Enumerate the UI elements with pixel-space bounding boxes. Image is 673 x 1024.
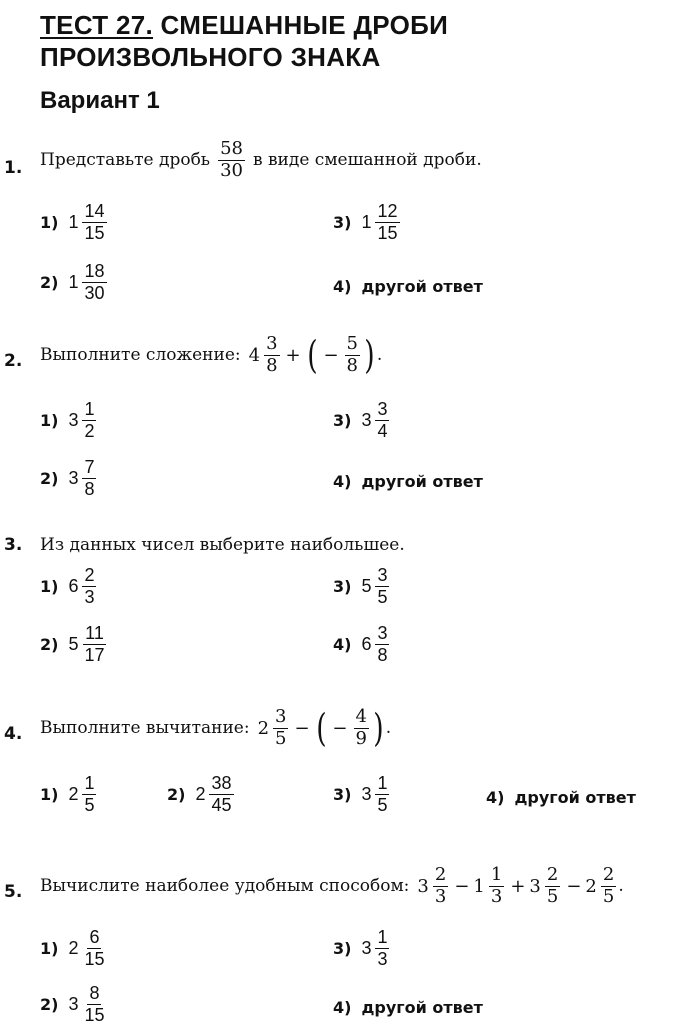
- fraction-numerator: 5: [346, 333, 358, 354]
- question-text-before: Выполните вычитание:: [40, 718, 250, 739]
- mixed-number: [68, 400, 98, 441]
- fraction-denominator: 3: [84, 586, 95, 607]
- mixed-whole: 3: [361, 937, 372, 958]
- question-text: [40, 708, 391, 749]
- mixed-fraction: [489, 866, 504, 907]
- option-label: 1): [40, 410, 59, 430]
- question-text: [40, 140, 482, 181]
- option-label: 2): [167, 784, 186, 804]
- fraction-numerator: 18: [84, 261, 105, 281]
- answer-option[interactable]: [333, 202, 402, 243]
- question-text-before: Вычислите наиболее удобным способом:: [40, 876, 410, 897]
- expression-end: .: [618, 876, 624, 897]
- mixed-fraction: [375, 566, 389, 607]
- fraction-numerator: 3: [377, 623, 388, 643]
- option-text: другой ответ: [361, 472, 483, 491]
- test-title-line1: [40, 10, 448, 41]
- mixed-number: [68, 202, 108, 243]
- question-text: [40, 535, 405, 555]
- mixed-whole: 5: [68, 633, 79, 654]
- option-label: 1): [40, 784, 59, 804]
- answer-option[interactable]: [333, 998, 483, 1017]
- answer-option[interactable]: [40, 624, 109, 665]
- fraction-numerator: 7: [84, 457, 95, 477]
- mixed-whole: 4: [248, 344, 261, 366]
- mixed-fraction: [601, 866, 616, 907]
- question-text-before: Из данных чисел выберите наибольшее.: [40, 535, 405, 555]
- mixed-whole: 2: [68, 937, 79, 958]
- expression-end: .: [385, 718, 392, 739]
- mixed-whole: 1: [473, 875, 485, 897]
- mixed-fraction: [545, 866, 560, 907]
- fraction-denominator: 3: [434, 885, 447, 907]
- fraction-denominator: 8: [84, 478, 95, 499]
- fraction-numerator: 12: [377, 201, 398, 221]
- mixed-fraction: [375, 928, 389, 969]
- answer-option[interactable]: [333, 472, 483, 491]
- left-paren: (: [315, 706, 327, 751]
- answer-option[interactable]: [40, 400, 98, 441]
- fraction-denominator: 4: [377, 420, 388, 441]
- mixed-number: [68, 458, 98, 499]
- option-label: 4): [486, 788, 505, 807]
- fraction-numerator: 14: [84, 201, 105, 221]
- operator: −: [294, 717, 310, 739]
- mixed-number: [68, 984, 108, 1024]
- mixed-whole: 3: [68, 467, 79, 488]
- fraction-denominator: 5: [377, 794, 388, 815]
- answer-option[interactable]: [40, 928, 109, 969]
- answer-option[interactable]: [167, 774, 236, 815]
- fraction-numerator: 11: [85, 623, 104, 643]
- fraction-denominator: 15: [84, 1004, 105, 1024]
- fraction-numerator: 2: [84, 565, 95, 585]
- mixed-whole: 3: [68, 409, 79, 430]
- option-label: 4): [333, 472, 352, 491]
- mixed-whole: 2: [68, 783, 79, 804]
- operator: +: [510, 875, 526, 897]
- fraction-denominator: 15: [377, 222, 398, 243]
- question-text-before: Выполните сложение:: [40, 345, 241, 366]
- mixed-fraction: [82, 566, 96, 607]
- fraction-denominator: 8: [377, 644, 388, 665]
- mixed-whole: 1: [68, 271, 79, 292]
- mixed-fraction: [82, 774, 96, 815]
- question-text: [40, 866, 624, 907]
- fraction-numerator: 3: [377, 399, 388, 419]
- fraction-denominator: 8: [266, 354, 278, 376]
- answer-option[interactable]: [40, 984, 109, 1024]
- fraction-denominator: 30: [220, 159, 243, 181]
- fraction-numerator: 58: [220, 138, 243, 159]
- mixed-fraction: [209, 774, 233, 815]
- mixed-fraction: [375, 400, 389, 441]
- option-label: 4): [333, 277, 352, 296]
- mixed-whole: 1: [68, 211, 79, 232]
- expression-fraction: [345, 335, 360, 376]
- fraction-numerator: 1: [84, 399, 95, 419]
- right-paren: ): [364, 333, 375, 378]
- expression-fraction: [354, 708, 369, 749]
- answer-option[interactable]: [333, 277, 483, 296]
- fraction-numerator: 2: [546, 864, 559, 885]
- question-number: 5.: [4, 882, 23, 902]
- option-text: другой ответ: [361, 998, 483, 1017]
- option-label: 1): [40, 576, 59, 596]
- answer-option[interactable]: [40, 774, 98, 815]
- test-title-rest: СМЕШАННЫЕ ДРОБИ: [153, 10, 449, 40]
- answer-option[interactable]: [333, 624, 391, 665]
- option-label: 2): [40, 468, 59, 488]
- fraction-numerator: 3: [275, 706, 287, 727]
- mixed-fraction: [375, 624, 389, 665]
- option-text: другой ответ: [514, 788, 636, 807]
- fraction-numerator: 3: [377, 565, 388, 585]
- mixed-number: [68, 928, 108, 969]
- mixed-number: [361, 400, 391, 441]
- mixed-whole: 1: [361, 211, 372, 232]
- mixed-fraction: [82, 928, 106, 969]
- fraction-numerator: 8: [89, 983, 100, 1003]
- question-text-before: Представьте дробь: [40, 150, 211, 171]
- mixed-whole: 5: [361, 575, 372, 596]
- test-title-line2: ПРОИЗВОЛЬНОГО ЗНАКА: [40, 42, 381, 72]
- fraction-denominator: 5: [602, 885, 615, 907]
- expression-end: .: [376, 345, 383, 366]
- option-label: 3): [333, 938, 352, 958]
- mixed-whole: 3: [361, 783, 372, 804]
- fraction-denominator: 8: [346, 354, 358, 376]
- answer-option[interactable]: [486, 788, 636, 807]
- inner-sign: −: [323, 344, 339, 366]
- fraction-numerator: 2: [434, 864, 447, 885]
- option-label: 3): [333, 576, 352, 596]
- fraction-denominator: 3: [377, 948, 388, 969]
- mixed-fraction: [82, 624, 106, 665]
- mixed-whole: 6: [361, 633, 372, 654]
- mixed-whole: 3: [361, 409, 372, 430]
- right-paren: ): [373, 706, 384, 751]
- mixed-number: [361, 202, 401, 243]
- fraction-denominator: 45: [211, 794, 232, 815]
- mixed-number: [68, 262, 108, 303]
- mixed-whole: 3: [417, 875, 429, 897]
- fraction-numerator: 4: [355, 706, 367, 727]
- answer-option[interactable]: [40, 566, 98, 607]
- operator: −: [454, 875, 470, 897]
- fraction-numerator: 2: [602, 864, 615, 885]
- answer-option[interactable]: [333, 400, 391, 441]
- option-label: 3): [333, 784, 352, 804]
- fraction-numerator: 1: [377, 773, 388, 793]
- option-label: 2): [40, 994, 59, 1014]
- fraction-numerator: 1: [490, 864, 503, 885]
- option-label: 1): [40, 212, 59, 232]
- fraction-numerator: 1: [377, 927, 388, 947]
- question-number: 3.: [4, 535, 23, 555]
- mixed-fraction: [375, 774, 389, 815]
- option-label: 3): [333, 212, 352, 232]
- mixed-whole: 3: [529, 875, 541, 897]
- expression: [249, 335, 383, 376]
- answer-option[interactable]: [40, 202, 109, 243]
- answer-option[interactable]: [40, 458, 98, 499]
- answer-option[interactable]: [40, 262, 109, 303]
- fraction-numerator: 1: [84, 773, 95, 793]
- question-text: [40, 335, 382, 376]
- mixed-fraction: [273, 708, 288, 749]
- mixed-fraction: [82, 400, 96, 441]
- mixed-fraction: [82, 262, 106, 303]
- option-label: 4): [333, 634, 352, 654]
- mixed-number: [68, 624, 108, 665]
- fraction-denominator: 2: [84, 420, 95, 441]
- mixed-whole: 3: [68, 993, 79, 1014]
- mixed-fraction: [82, 458, 96, 499]
- fraction-denominator: 5: [275, 727, 287, 749]
- mixed-fraction: [82, 984, 106, 1024]
- fraction-denominator: 15: [84, 222, 105, 243]
- question-fraction: [218, 140, 245, 181]
- question-number: 2.: [4, 351, 23, 371]
- left-paren: (: [306, 333, 318, 378]
- option-label: 4): [333, 998, 352, 1017]
- mixed-whole: 6: [68, 575, 79, 596]
- fraction-numerator: 38: [211, 773, 232, 793]
- mixed-number: [361, 624, 391, 665]
- mixed-fraction: [82, 202, 106, 243]
- fraction-denominator: 5: [84, 794, 95, 815]
- fraction-numerator: 6: [89, 927, 100, 947]
- variant-heading: Вариант 1: [40, 87, 160, 114]
- mixed-number: [195, 774, 235, 815]
- fraction-denominator: 15: [84, 948, 105, 969]
- fraction-denominator: 5: [546, 885, 559, 907]
- answer-option[interactable]: [333, 928, 391, 969]
- option-label: 3): [333, 410, 352, 430]
- operator: −: [566, 875, 582, 897]
- fraction-denominator: 5: [377, 586, 388, 607]
- option-label: 2): [40, 634, 59, 654]
- mixed-number: [361, 566, 391, 607]
- option-label: 1): [40, 938, 59, 958]
- mixed-number: [68, 566, 98, 607]
- mixed-number: [68, 774, 98, 815]
- mixed-fraction: [375, 202, 399, 243]
- option-label: 2): [40, 272, 59, 292]
- fraction-numerator: 3: [266, 333, 278, 354]
- answer-option[interactable]: [333, 566, 391, 607]
- option-text: другой ответ: [361, 277, 483, 296]
- question-text-after: в виде смешанной дроби.: [252, 150, 482, 171]
- mixed-whole: 2: [195, 783, 206, 804]
- operator: +: [285, 344, 301, 366]
- expression: [258, 708, 392, 749]
- expression: [417, 866, 623, 907]
- fraction-denominator: 9: [355, 727, 367, 749]
- mixed-fraction: [433, 866, 448, 907]
- mixed-number: [361, 774, 391, 815]
- mixed-whole: 2: [585, 875, 597, 897]
- mixed-fraction: [264, 335, 279, 376]
- fraction-denominator: 17: [84, 644, 105, 665]
- fraction-denominator: 3: [490, 885, 503, 907]
- answer-option[interactable]: [333, 774, 391, 815]
- fraction-denominator: 30: [84, 282, 105, 303]
- question-number: 1.: [4, 158, 23, 178]
- mixed-whole: 2: [257, 717, 270, 739]
- inner-sign: −: [332, 717, 348, 739]
- mixed-number: [361, 928, 391, 969]
- test-title-prefix: ТЕСТ 27.: [40, 10, 154, 40]
- question-number: 4.: [4, 724, 23, 744]
